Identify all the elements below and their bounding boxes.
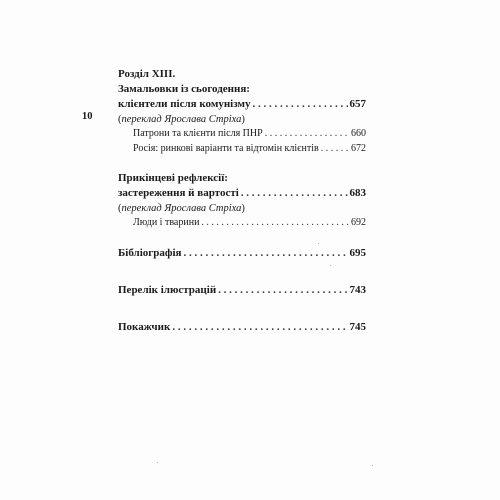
page-ref: 745 bbox=[349, 320, 366, 333]
dot-leader bbox=[184, 246, 348, 261]
page-ref: 657 bbox=[349, 98, 366, 110]
translator-name: переклад Ярослава Стріха bbox=[121, 203, 242, 214]
subentry-label: Росія: ринкові варіанти та відтомін клієнтів bbox=[133, 142, 319, 154]
paren-close: ) bbox=[241, 203, 245, 214]
toc-entry[interactable] bbox=[118, 97, 366, 112]
dot-leader bbox=[252, 97, 347, 112]
translator-note bbox=[118, 201, 366, 216]
page-ref: 672 bbox=[351, 142, 366, 154]
dot-leader bbox=[241, 186, 348, 201]
paren-open: ( bbox=[118, 203, 122, 214]
translator-name: переклад Ярослава Стріха bbox=[121, 114, 242, 125]
page-number: 10 bbox=[82, 111, 93, 122]
dot-leader bbox=[172, 320, 347, 335]
page-ref: 695 bbox=[349, 246, 366, 259]
paren-close: ) bbox=[241, 114, 245, 125]
chapter-heading: Розділ XIII. bbox=[118, 68, 176, 80]
dot-leader bbox=[218, 283, 347, 298]
scan-speck bbox=[157, 462, 158, 463]
dot-leader bbox=[321, 142, 349, 157]
chapter-title-continued: застереження й вартості bbox=[118, 187, 239, 199]
dot-leader bbox=[265, 127, 349, 142]
toc-entry-index[interactable] bbox=[118, 320, 366, 335]
page-ref: 743 bbox=[349, 283, 366, 296]
toc-entry-bibliography[interactable] bbox=[118, 246, 366, 261]
page-ref: 683 bbox=[349, 187, 366, 199]
scan-speck bbox=[372, 465, 373, 466]
toc-subentry[interactable] bbox=[133, 142, 366, 157]
chapter-title: Прикінцеві рефлексії: bbox=[118, 172, 228, 184]
chapter-title-continued: клієнтели після комунізму bbox=[118, 98, 251, 110]
paren-open: ( bbox=[118, 114, 122, 125]
toc-section-reflections bbox=[118, 171, 366, 231]
dot-leader bbox=[201, 216, 349, 231]
chapter-title: Замальовки із сьогодення: bbox=[118, 83, 250, 95]
toc-entry[interactable] bbox=[118, 186, 366, 201]
toc-subentry[interactable] bbox=[133, 127, 366, 142]
toc-subentry[interactable] bbox=[133, 216, 366, 231]
subentry-label: Патрони та клієнти після ПНР bbox=[133, 128, 263, 139]
entry-label: Перелік ілюстрацій bbox=[118, 283, 217, 296]
page-ref: 692 bbox=[351, 217, 366, 228]
entry-label: Бібліографія bbox=[118, 246, 182, 259]
page-ref: 660 bbox=[351, 128, 366, 139]
table-of-contents bbox=[118, 67, 366, 357]
toc-section-xiii bbox=[118, 67, 366, 156]
subentry-label: Люди і тварини bbox=[133, 217, 200, 228]
entry-label: Покажчик bbox=[118, 320, 171, 333]
translator-note bbox=[118, 112, 366, 127]
toc-entry-illustrations[interactable] bbox=[118, 283, 366, 298]
